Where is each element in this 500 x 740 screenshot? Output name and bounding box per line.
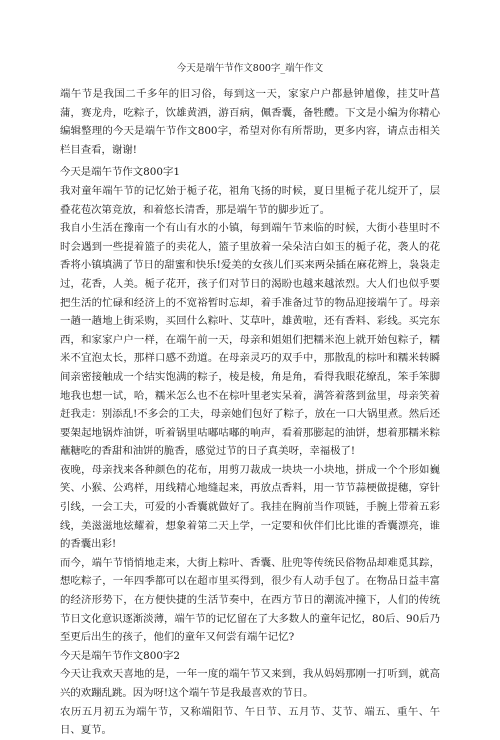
essay-1-paragraph-2: 我自小生活在豫南一个有山有水的小镇，每到端午节来临的时候，大街小巷里时不时会遇到一些提着篮子的卖花人，篮子里放着一朵朵洁白如玉的栀子花，袭人的花香将小镇填满了节日的甜蜜和快乐!爱美的女孩儿们买来两朵插在麻花辫上，袅袅走过，花香，人美。栀子花开，孩子们对节日的渴盼也越来越浓烈。大人们也似乎要把生活的忙碌和经济上的不宽裕暂时忘却，着手准备过节的物品迎接端午了。母亲一趟一趟地上街采购，买回什么粽叶、艾草叶，雄黄啦，还有香料、彩线。买完东西，和家家户户一样，在端午前一天，母亲和姐姐们把糯米泡上就开始包粽子，糯米不宜泡太长，那样口感不劲道。在母亲灵巧的双手中，那散乱的棕叶和糯米转瞬间亲密接触成一个结实饱满的粽子，棱是棱，角是角，看得我眼花缭乱，笨手笨脚地我也想一试，哈，糯米怎么也不在棕叶里老实呆着，满答着落到盆里，母亲笑着赶我走：别添乱!不多会的工夫，母亲她们包好了粽子，放在一口大锅里煮。然后还要架起地锅炸油饼，听着锅里咕嘟咕嘟的响声，看着那膨起的油饼，想着那糯米粽蘸糖吃的香甜和油饼的脆香，感觉过节的日子真美呀，幸福极了! (60, 222, 440, 458)
essay-1-paragraph-3: 夜晚，母亲找来各种颜色的花布，用剪刀裁成一块块一小块地，拼成一个个形如巍笑、小猴、公鸡样，用线精心地缝起来，再放点香料，用一节节蒜梗做提穗，穿针引线，一会工夫，可爱的小香囊就做好了。我挂在胸前当作项链，手腕上带着五彩线，美滋滋地炫耀着，想象着第二天上学，一定要和伙伴们比比谁的香囊漂亮，谁的香囊出彩! (60, 463, 440, 551)
page-title: 今天是端午节作文800字_端午作文 (176, 63, 324, 74)
essay-1-paragraph-4: 而今，端午节悄悄地走来，大街上粽叶、香囊、肚兜等传统民俗物品却难觅其踪，想吃粽子，一年四季都可以在超市里买得到，很少有人动手包了。在物品日益丰富的经济形势下，在方便快捷的生活节奏中，在西方节日的潮流冲撞下，人们的传统节日文化意识逐渐淡薄，端午节的记忆留在了大多数人的童年记忆，80后、90后乃至更后出生的孩子，他们的童年又何尝有端午记忆? (60, 556, 440, 644)
essay-2-paragraph-1: 今天让我欢天喜地的是，一年一度的端午节又来到，我从妈妈那刚一打听到，就高兴的欢蹦乱跳。因为呀!这个端午节是我最喜欢的节日。 (60, 668, 440, 699)
essay-1-paragraph-1: 我对童年端午节的记忆始于栀子花，祖角飞扬的时候，夏日里栀子花儿绽开了，层叠花苞次第竞放，和着悠长清香，那是端午节的脚步近了。 (60, 184, 440, 216)
essay-1-heading: 今天是端午节作文800字1 (60, 166, 180, 179)
essay-2-paragraph-2: 农历五月初五为端午节，又称端阳节、午日节、五月节、艾节、端五、重午、午日、夏节。 (60, 705, 440, 737)
intro-paragraph: 端午节是我国二千多年的旧习俗，每到这一天，家家户户都悬钟馗像，挂艾叶菖蒲，赛龙舟，吃粽子，饮雄黄酒，游百病，佩香囊，备牲醴。下文是小编为你精心编辑整理的今天是端午节作文800字，希望对你有所帮助，更多内容，请点击相关栏目查看，谢谢! (60, 88, 440, 156)
essay-2-heading: 今天是端午节作文800字2 (60, 649, 180, 662)
